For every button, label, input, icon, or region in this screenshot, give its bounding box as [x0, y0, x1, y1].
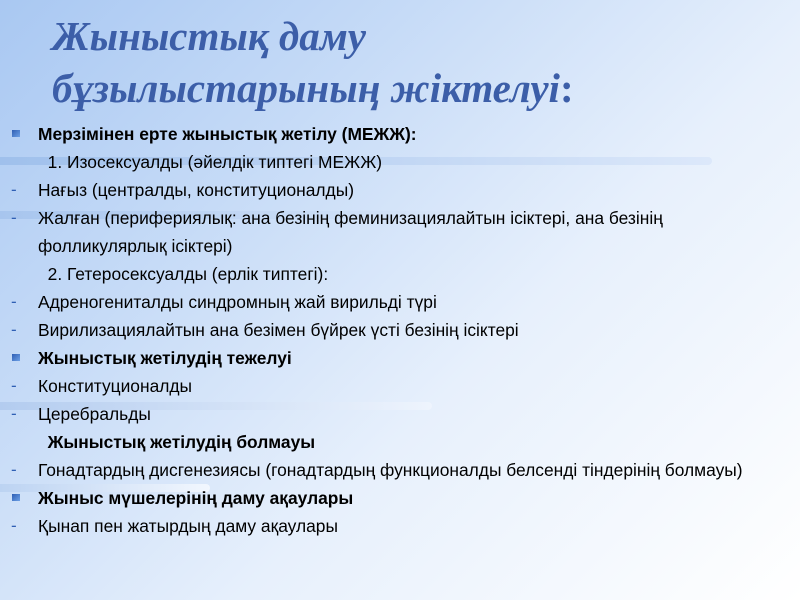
item-text: Адреногениталды синдромның жай вирильді түрі	[38, 292, 437, 312]
title-line-1: Жыныстық даму	[52, 13, 366, 59]
bullet-item	[0, 344, 790, 372]
item-text: Церебральды	[38, 404, 151, 424]
item-text: Вирилизациялайтын ана безімен бүйрек үсті безінің ісіктері	[38, 320, 519, 340]
dash-item	[0, 456, 790, 484]
title-colon: :	[559, 65, 574, 111]
dash-item	[0, 316, 790, 344]
dash-item	[0, 400, 790, 428]
dash-bullet-icon: -	[11, 208, 17, 227]
item-text: Нағыз (централды, конституционалды)	[38, 180, 354, 200]
sub-heading	[0, 260, 790, 288]
item-text: Жалған (перифериялық: ана безінің феминизациялайтын ісіктері, ана безінің фолликулярлық ісіктері)	[38, 208, 663, 256]
item-text: Конституционалды	[38, 376, 193, 396]
title-line-2-text: бұзылыстарының жіктелуі	[52, 65, 560, 111]
item-text: Жыныстық жетілудің болмауы	[38, 432, 316, 452]
square-bullet-icon	[12, 494, 20, 501]
slide-content	[0, 120, 790, 540]
dash-bullet-icon: -	[11, 516, 17, 535]
item-text: Гонадтардың дисгенезиясы (гонадтардың функционалды белсенді тіндерінің болмауы)	[38, 460, 743, 480]
item-text: 2. Гетеросексуалды (ерлік типтегі):	[38, 264, 329, 284]
dash-bullet-icon: -	[11, 180, 17, 199]
sub-heading	[0, 428, 790, 456]
item-text: Мерзімінен ерте жыныстық жетілу (МЕЖЖ):	[38, 124, 417, 144]
dash-item	[0, 288, 790, 316]
slide-title	[52, 10, 772, 114]
dash-bullet-icon: -	[11, 292, 17, 311]
item-text: Жыныс мүшелерінің даму ақаулары	[38, 488, 354, 508]
square-bullet-icon	[12, 130, 20, 137]
dash-bullet-icon: -	[11, 460, 17, 479]
dash-item	[0, 372, 790, 400]
dash-bullet-icon: -	[11, 376, 17, 395]
title-line-2	[52, 62, 772, 114]
dash-item	[0, 176, 790, 204]
item-text: Жыныстық жетілудің тежелуі	[38, 348, 292, 368]
dash-item	[0, 204, 790, 260]
item-text: Қынап пен жатырдың даму ақаулары	[38, 516, 338, 536]
bullet-item	[0, 120, 790, 148]
dash-bullet-icon: -	[11, 404, 17, 423]
item-text: 1. Изосексуалды (әйелдік типтегі МЕЖЖ)	[38, 152, 383, 172]
sub-heading	[0, 148, 790, 176]
bullet-item	[0, 484, 790, 512]
dash-item	[0, 512, 790, 540]
square-bullet-icon	[12, 354, 20, 361]
dash-bullet-icon: -	[11, 320, 17, 339]
